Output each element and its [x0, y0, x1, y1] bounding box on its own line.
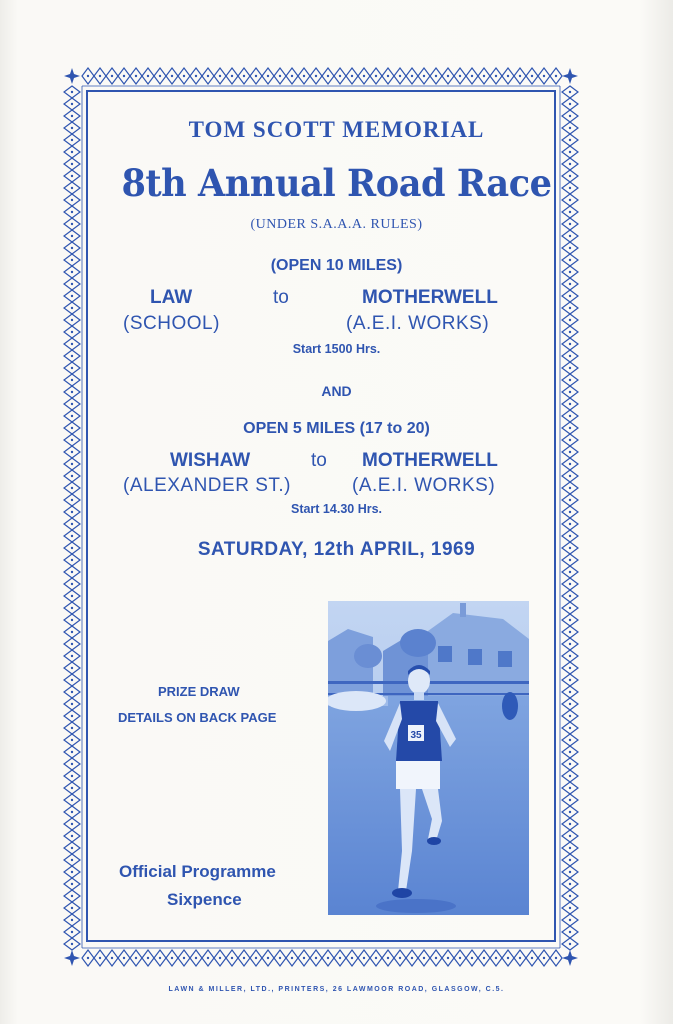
race2-from-sub: (ALEXANDER ST.) [123, 475, 291, 496]
bib-number: 35 [410, 730, 422, 741]
race1-to-word: to [273, 287, 289, 308]
prize-details: DETAILS ON BACK PAGE [118, 710, 277, 725]
race1-from-sub: (SCHOOL) [123, 313, 220, 334]
race2-start: Start 14.30 Hrs. [290, 502, 383, 516]
official-programme: Official Programme [119, 862, 276, 881]
race2-to-sub: (A.E.I. WORKS) [352, 475, 496, 496]
race-title: 8th Annual Road Race [121, 161, 552, 205]
printer-imprint: LAWN & MILLER, LTD., PRINTERS, 26 LAWMOOR ROAD, GLASGOW, C.5. [168, 986, 505, 993]
race1-start: Start 1500 Hrs. [292, 342, 381, 356]
race1-from: LAW [150, 287, 193, 308]
race2-to-word: to [311, 450, 327, 471]
race1-title: (OPEN 10 MILES) [270, 257, 403, 274]
race1-to: MOTHERWELL [362, 287, 498, 308]
runner-photo [328, 601, 529, 915]
rules-note: (UNDER S.A.A.A. RULES) [250, 217, 423, 232]
race2-from: WISHAW [170, 450, 251, 471]
programme-price: Sixpence [167, 890, 242, 909]
memorial-title: TOM SCOTT MEMORIAL [188, 117, 485, 142]
race2-to: MOTHERWELL [362, 450, 498, 471]
race-date: SATURDAY, 12th APRIL, 1969 [197, 539, 476, 560]
and-connector: AND [321, 383, 352, 399]
prize-draw: PRIZE DRAW [158, 684, 240, 699]
race2-title: OPEN 5 MILES (17 to 20) [243, 420, 430, 437]
race1-to-sub: (A.E.I. WORKS) [346, 313, 490, 334]
